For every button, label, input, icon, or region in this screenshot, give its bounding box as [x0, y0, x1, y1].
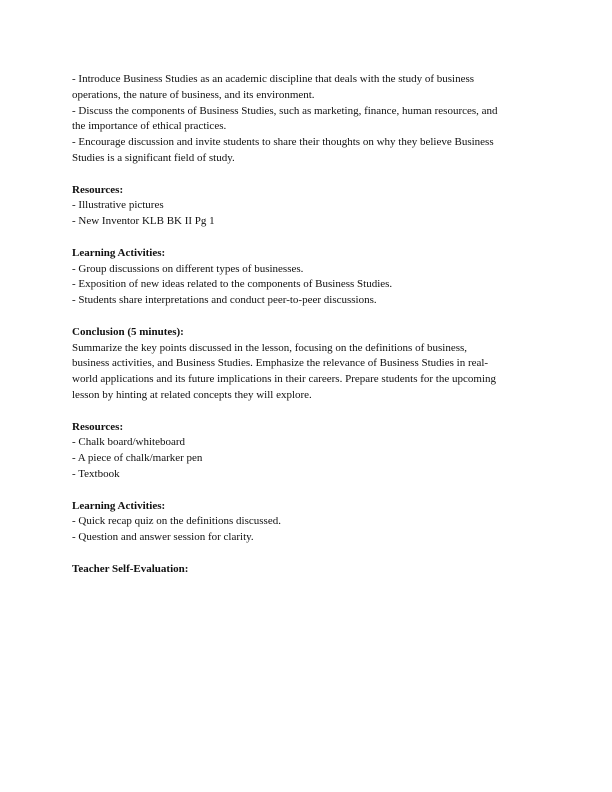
- text-line: operations, the nature of business, and its environment.: [72, 88, 315, 101]
- resources-heading: Resources:: [72, 420, 124, 433]
- text-line: Summarize the key points discussed in the lesson, focusing on the definitions of business,: [72, 341, 468, 354]
- spacer: [72, 309, 542, 325]
- text-line: Studies is a significant field of study.: [72, 151, 235, 164]
- intro-section: [72, 72, 542, 167]
- spacer: [72, 230, 542, 246]
- list-item: - A piece of chalk/marker pen: [72, 452, 203, 465]
- list-item: - Chalk board/whiteboard: [72, 436, 186, 449]
- spacer: [72, 404, 542, 420]
- spacer: [72, 167, 542, 183]
- text-line: lesson by hinting at related concepts they will explore.: [72, 388, 312, 401]
- learning-activities-heading: Learning Activities:: [72, 246, 166, 259]
- document-page: [72, 72, 542, 578]
- spacer: [72, 483, 542, 499]
- learning-activities-heading: Learning Activities:: [72, 499, 166, 512]
- text-line: - Introduce Business Studies as an academic discipline that deals with the study of business: [72, 73, 475, 85]
- text-line: - Encourage discussion and invite students to share their thoughts on why they believe Business: [72, 136, 494, 149]
- list-item: - Question and answer session for clarity.: [72, 531, 254, 544]
- conclusion-heading: Conclusion (5 minutes):: [72, 325, 184, 338]
- list-item: - Illustrative pictures: [72, 199, 164, 212]
- spacer: [72, 546, 542, 562]
- resources-heading: Resources:: [72, 183, 124, 196]
- list-item: - Students share interpretations and conduct peer-to-peer discussions.: [72, 294, 377, 307]
- text-line: the importance of ethical practices.: [72, 120, 227, 133]
- list-item: - Group discussions on different types of businesses.: [72, 262, 304, 275]
- text-line: world applications and its future implications in their careers. Prepare students for the upcoming: [72, 373, 496, 386]
- teacher-self-evaluation-heading: Teacher Self-Evaluation:: [72, 562, 189, 575]
- list-item: - Quick recap quiz on the definitions discussed.: [72, 515, 281, 528]
- list-item: - Textbook: [72, 467, 120, 480]
- list-item: - New Inventor KLB BK II Pg 1: [72, 215, 215, 228]
- text-line: business activities, and Business Studies. Emphasize the relevance of Business Studies in real-: [72, 357, 489, 370]
- list-item: - Exposition of new ideas related to the components of Business Studies.: [72, 278, 393, 291]
- text-line: - Discuss the components of Business Studies, such as marketing, finance, human resources, and: [72, 104, 498, 117]
